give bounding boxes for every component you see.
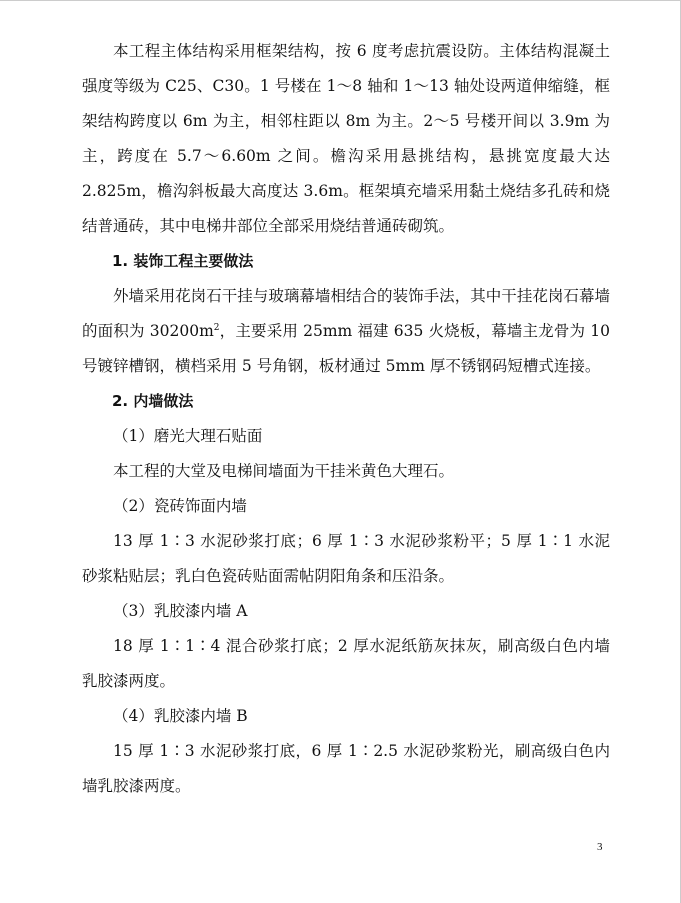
facade-superscript: 2 [213,322,220,333]
document-body [82,34,610,804]
text-tile: 13 厚 1∶3 水泥砂浆打底；6 厚 1∶3 水泥砂浆粉平；5 厚 1∶1 水泥砂浆粘贴层；乳白色瓷砖贴面需帖阴阳角条和压沿条。 [82,532,610,585]
page-number: 3 [597,841,603,853]
subheading-latex-b: （4）乳胶漆内墙 B [113,707,248,725]
text-latex-b: 15 厚 1∶3 水泥砂浆打底，6 厚 1∶2.5 水泥砂浆粉光，刷高级白色内墙乳胶漆两度。 [82,742,610,795]
section-heading-interior-wall: 2. 内墙做法 [112,392,194,410]
subheading-tile: （2）瓷砖饰面内墙 [113,497,247,515]
page-top-border [0,0,681,1]
text-latex-a: 18 厚 1∶1∶4 混合砂浆打底；2 厚水泥纸筋灰抹灰，刷高级白色内墙乳胶漆两度。 [82,637,610,690]
facade-paragraph [82,279,610,384]
section-heading-decoration: 1. 装饰工程主要做法 [112,252,254,270]
text-marble: 本工程的大堂及电梯间墙面为干挂米黄色大理石。 [113,462,455,480]
subheading-marble: （1）磨光大理石贴面 [113,427,263,445]
facade-text-part2: ，主要采用 25mm 福建 635 火烧板，幕墙主龙骨为 10 号镀锌槽钢，横档采用 5 号角钢，板材通过 5mm 厚不锈钢码短槽式连接。 [82,322,610,375]
subheading-latex-a: （3）乳胶漆内墙 A [113,602,248,620]
structure-paragraph: 本工程主体结构采用框架结构，按 6 度考虑抗震设防。主体结构混凝土强度等级为 C25、C30。1 号楼在 1～8 轴和 1～13 轴处设两道伸缩缝，框架结构跨度以 6m 为主，相邻柱距以 8m 为主。2～5 号楼开间以 3.9m 为主，跨度在 5.7～6.60m 之间。檐沟采用悬挑结构，悬挑宽度最大达 2.825m，檐沟斜板最大高度达 3.6m。框架填充墙采用黏土烧结多孔砖和烧结普通砖，其中电梯井部位全部采用烧结普通砖砌筑。 [82,42,610,235]
facade-text-part1: 外墙采用花岗石干挂与玻璃幕墙相结合的装饰手法，其中干挂花岗石幕墙的面积为 30200m [82,287,610,340]
